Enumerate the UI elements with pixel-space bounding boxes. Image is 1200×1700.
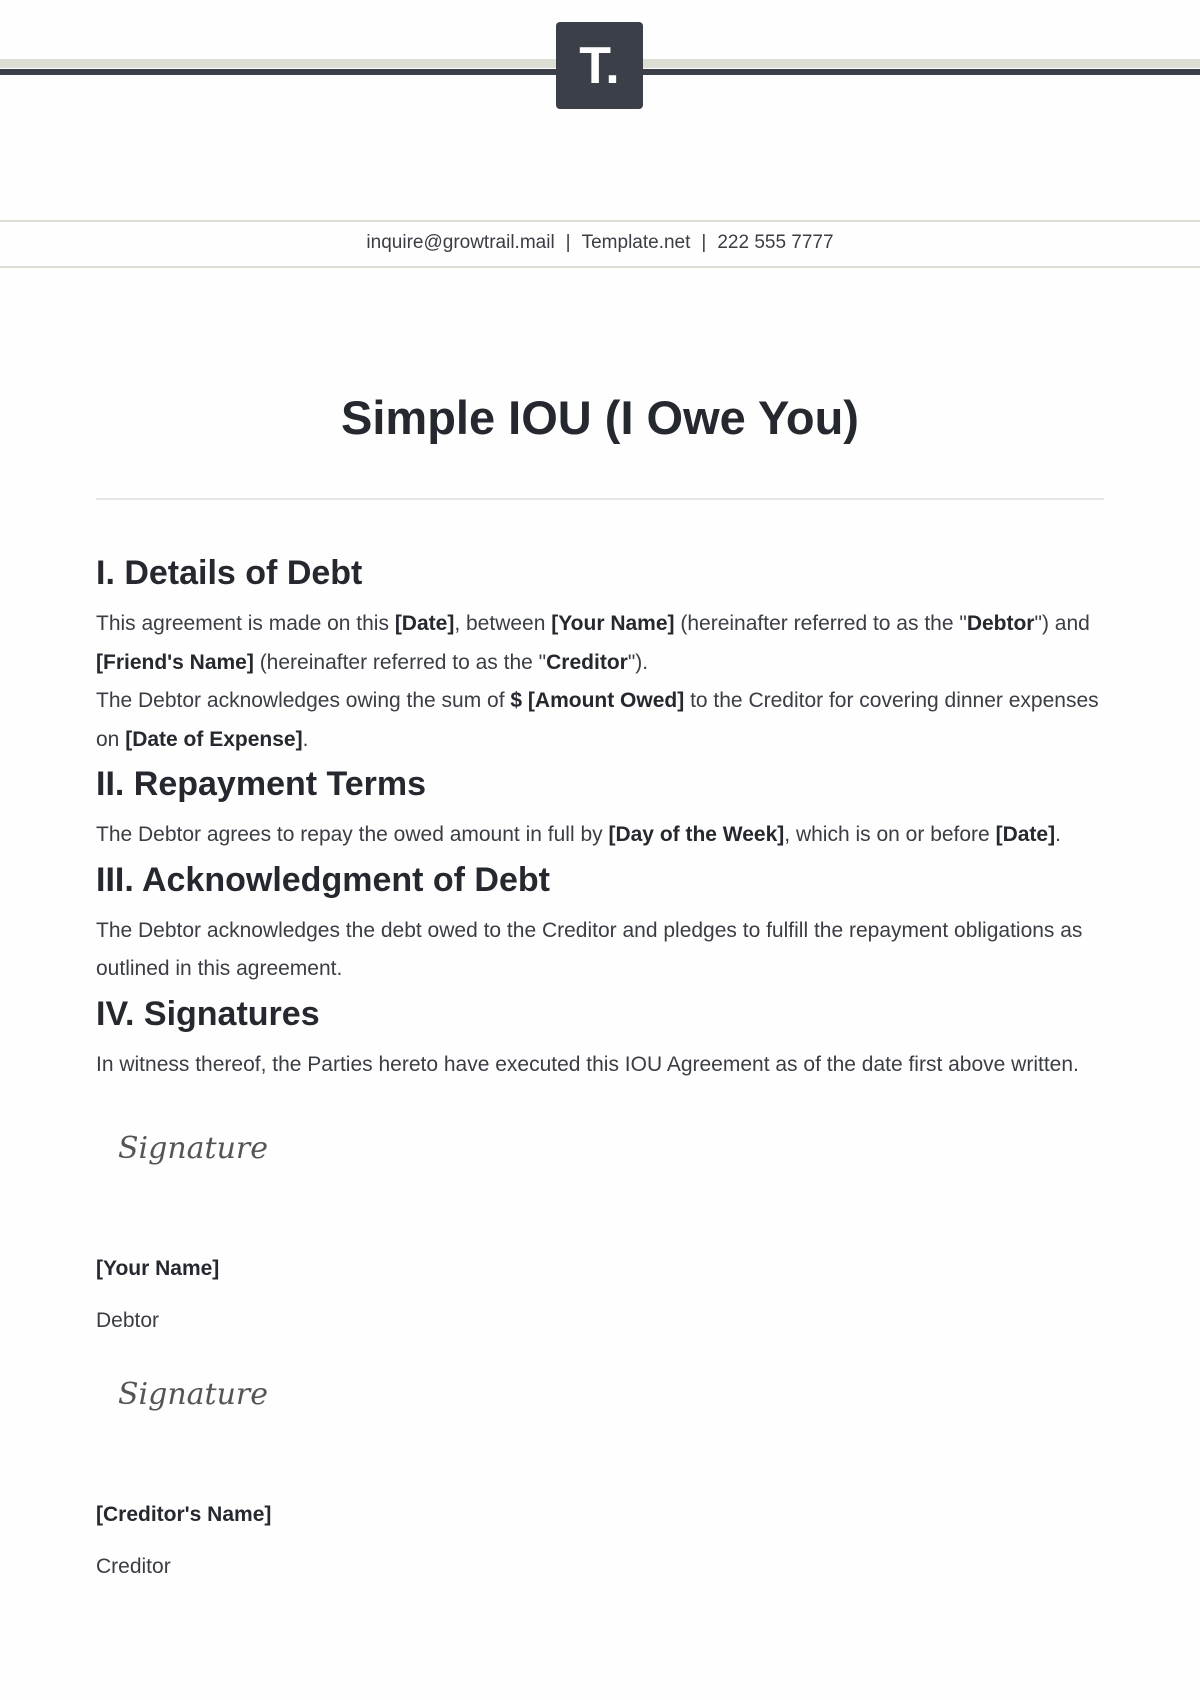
repayment-paragraph: [96, 816, 1116, 855]
text-run: , between: [454, 612, 552, 635]
text-run: (hereinafter referred to as the ": [253, 650, 547, 674]
signatures-paragraph: In witness thereof, the Parties hereto have executed this IOU Agreement as of the date first above written.: [96, 1052, 1079, 1076]
text-run: This agreement is made on this: [96, 612, 395, 635]
template-logo: [556, 22, 643, 109]
term-debtor: Debtor: [966, 612, 1035, 635]
placeholder-date-of-expense: [Date of Expense]: [125, 727, 303, 751]
contact-email: inquire@growtrail.mail: [366, 232, 555, 253]
contact-bar: [0, 220, 1200, 266]
text-run: .: [302, 727, 309, 751]
placeholder-your-name: [Your Name]: [551, 612, 675, 635]
document-title: Simple IOU (I Owe You): [341, 391, 859, 444]
signature-block-debtor: [96, 1124, 1116, 1336]
text-run: to the Creditor for covering dinner expenses on: [96, 689, 1099, 751]
signature-block-creditor: [96, 1370, 1116, 1582]
signature-image: Signature: [118, 1377, 269, 1412]
signer-name: [Your Name]: [96, 1257, 220, 1280]
contact-phone: 222 555 7777: [717, 232, 834, 253]
text-run: The Debtor acknowledges owing the sum of: [96, 689, 511, 712]
document-body: [96, 548, 1116, 1582]
text-run: (hereinafter referred to as the ": [674, 612, 967, 635]
signature-image: Signature: [118, 1131, 269, 1166]
contact-separator: |: [565, 232, 571, 253]
placeholder-day-of-week: [Day of the Week]: [608, 823, 785, 846]
section-heading-details: I. Details of Debt: [96, 554, 363, 592]
placeholder-date: [Date]: [995, 823, 1056, 846]
contact-website: Template.net: [581, 232, 691, 253]
text-run: ").: [627, 650, 649, 674]
section-heading-signatures: IV. Signatures: [96, 994, 320, 1033]
contact-rule-bottom: [0, 266, 1200, 268]
placeholder-date: [Date]: [394, 612, 455, 635]
title-divider: [96, 498, 1104, 500]
signer-name: [Creditor's Name]: [96, 1503, 272, 1526]
section-heading-repayment: II. Repayment Terms: [96, 765, 427, 803]
text-run: The Debtor agrees to repay the owed amount in full by: [96, 823, 609, 846]
placeholder-friend-name: [Friend's Name]: [96, 650, 254, 674]
signer-role: Creditor: [96, 1555, 171, 1578]
details-paragraph-2: [96, 682, 1116, 759]
logo-letter: T.: [579, 36, 620, 95]
acknowledgment-paragraph: The Debtor acknowledges the debt owed to the Creditor and pledges to fulfill the repayment obligations as outlined in this agreement.: [96, 918, 1083, 980]
placeholder-amount-owed: $ [Amount Owed]: [510, 689, 685, 712]
term-creditor: Creditor: [546, 650, 628, 674]
details-paragraph-1: [96, 605, 1116, 682]
text-run: , which is on or before: [784, 823, 996, 846]
text-run: .: [1055, 823, 1061, 846]
signer-role: Debtor: [96, 1309, 160, 1332]
contact-separator: |: [701, 232, 707, 253]
text-run: ") and: [1034, 612, 1090, 635]
section-heading-acknowledgment: III. Acknowledgment of Debt: [96, 860, 550, 899]
